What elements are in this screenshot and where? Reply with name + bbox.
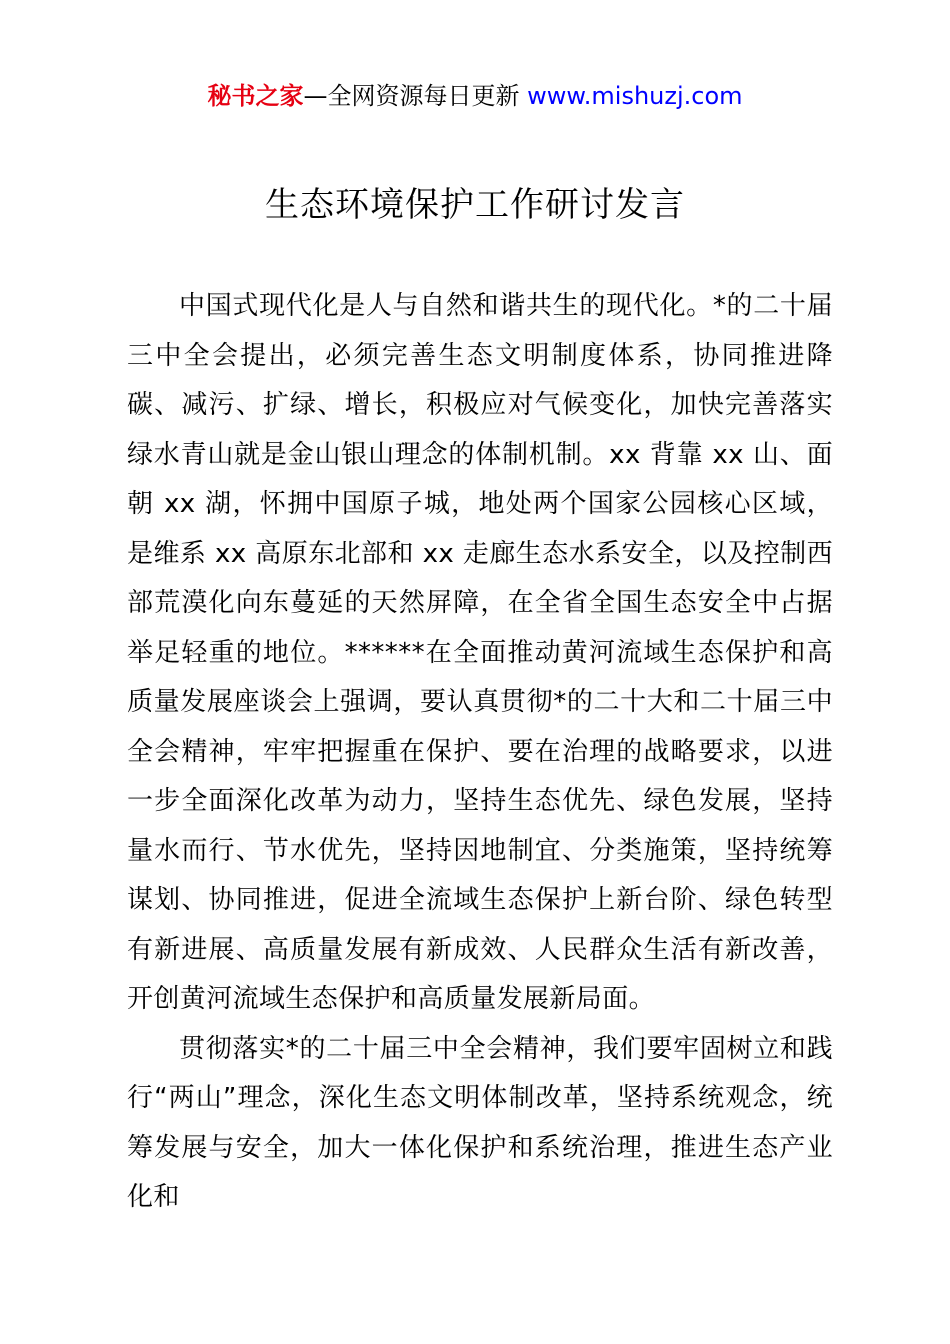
site-url-link[interactable]: www.mishuzj.com	[527, 82, 743, 110]
site-brand: 秘书之家	[207, 82, 304, 110]
document-body	[127, 282, 833, 1223]
site-header	[0, 80, 950, 112]
site-tagline: —全网资源每日更新	[303, 82, 528, 110]
body-paragraph: 贯彻落实*的二十届三中全会精神，我们要牢固树立和践行“两山”理念，深化生态文明体制改革，坚持系统观念，统筹发展与安全，加大一体化保护和系统治理，推进生态产业化和	[127, 1033, 833, 1212]
body-paragraph: 中国式现代化是人与自然和谐共生的现代化。*的二十届三中全会提出，必须完善生态文明制度体系，协同推进降碳、减污、扩绿、增长，积极应对气候变化，加快完善落实绿水青山就是金山银山理念的体制机制。xx 背靠 xx 山、面朝 xx 湖，怀拥中国原子城，地处两个国家公园核心区域，是维系 xx 高原东北部和 xx 走廊生态水系安全，以及控制西部荒漠化向东蔓延的天然屏障，在全省全国生态安全中占据举足轻重的地位。******在全面推动黄河流域生态保护和高质量发展座谈会上强调，要认真贯彻*的二十大和二十届三中全会精神，牢牢把握重在保护、要在治理的战略要求，以进一步全面深化改革为动力，坚持生态优先、绿色发展，坚持量水而行、节水优先，坚持因地制宜、分类施策，坚持统筹谋划、协同推进，促进全流域生态保护上新台阶、绿色转型有新进展、高质量发展有新成效、人民群众生活有新改善，开创黄河流域生态保护和高质量发展新局面。	[127, 291, 833, 1014]
document-title: 生态环境保护工作研讨发言	[265, 185, 685, 225]
